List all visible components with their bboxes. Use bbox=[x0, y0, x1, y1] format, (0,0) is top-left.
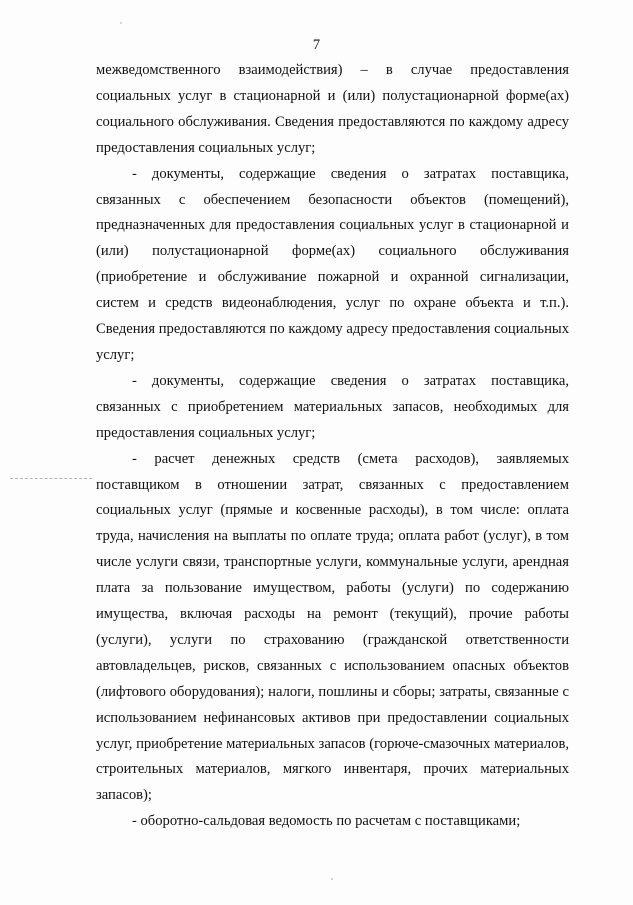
list-item-material-costs: - документы, содержащие сведения о затратах поставщика, связанных с приобретением материальных запасов, необходимых для предоставления социальных услуг; bbox=[96, 372, 569, 441]
list-item-security-costs: - документы, содержащие сведения о затратах поставщика, связанных с обеспечением безопасности объектов (помещений), предназначенных для предоставления социальных услуг в стационарной и (или) полустационарной форме(ах) социального обслуживания (приобретение и обслуживание пожарной и охранной сигнализации, систем и средств видеонаблюдения, услуг по охране объекта и т.п.). Сведения предоставляются по каждому адресу предоставления социальных услуг; bbox=[96, 165, 569, 363]
list-item-balance-sheet: - оборотно-сальдовая ведомость по расчетам с поставщиками; bbox=[132, 813, 521, 830]
list-item-cost-estimate: - расчет денежных средств (смета расходов), заявляемых поставщиком в отношении затрат, связанных с предоставлением социальных услуг (прямые и косвенные расходы), в том числе: оплата труда, начисления на выплаты по оплате труда; оплата работ (услуг), в том числе услуги связи, транспортные услуги, коммунальные услуги, арендная плата за пользование имуществом, работы (услуги) по содержанию имущества, включая расходы на ремонт (текущий), прочие работы (услуги), услуги по страхованию (гражданской ответственности автовладельцев, рисков, связанных с использованием опасных объектов (лифтового оборудования); налоги, пошлины и сборы; затраты, связанные с использованием нефинансовых активов при предоставлении социальных услуг, приобретение материальных запасов (горюче-смазочных материалов, строительных материалов, мягкого инвентаря, прочих материальных запасов); bbox=[96, 450, 569, 804]
page-number: 7 bbox=[312, 37, 321, 53]
scan-speck bbox=[120, 22, 122, 24]
scan-speck bbox=[331, 878, 333, 880]
paragraph-continuation: межведомственного взаимодействия) – в случае предоставления социальных услуг в стационарной и (или) полустационарной форме(ах) социального обслуживания. Сведения предоставляются по каждому адресу предоставления социальных услуг; bbox=[96, 62, 569, 156]
scan-artifact-line bbox=[10, 478, 92, 479]
document-body bbox=[96, 58, 569, 835]
